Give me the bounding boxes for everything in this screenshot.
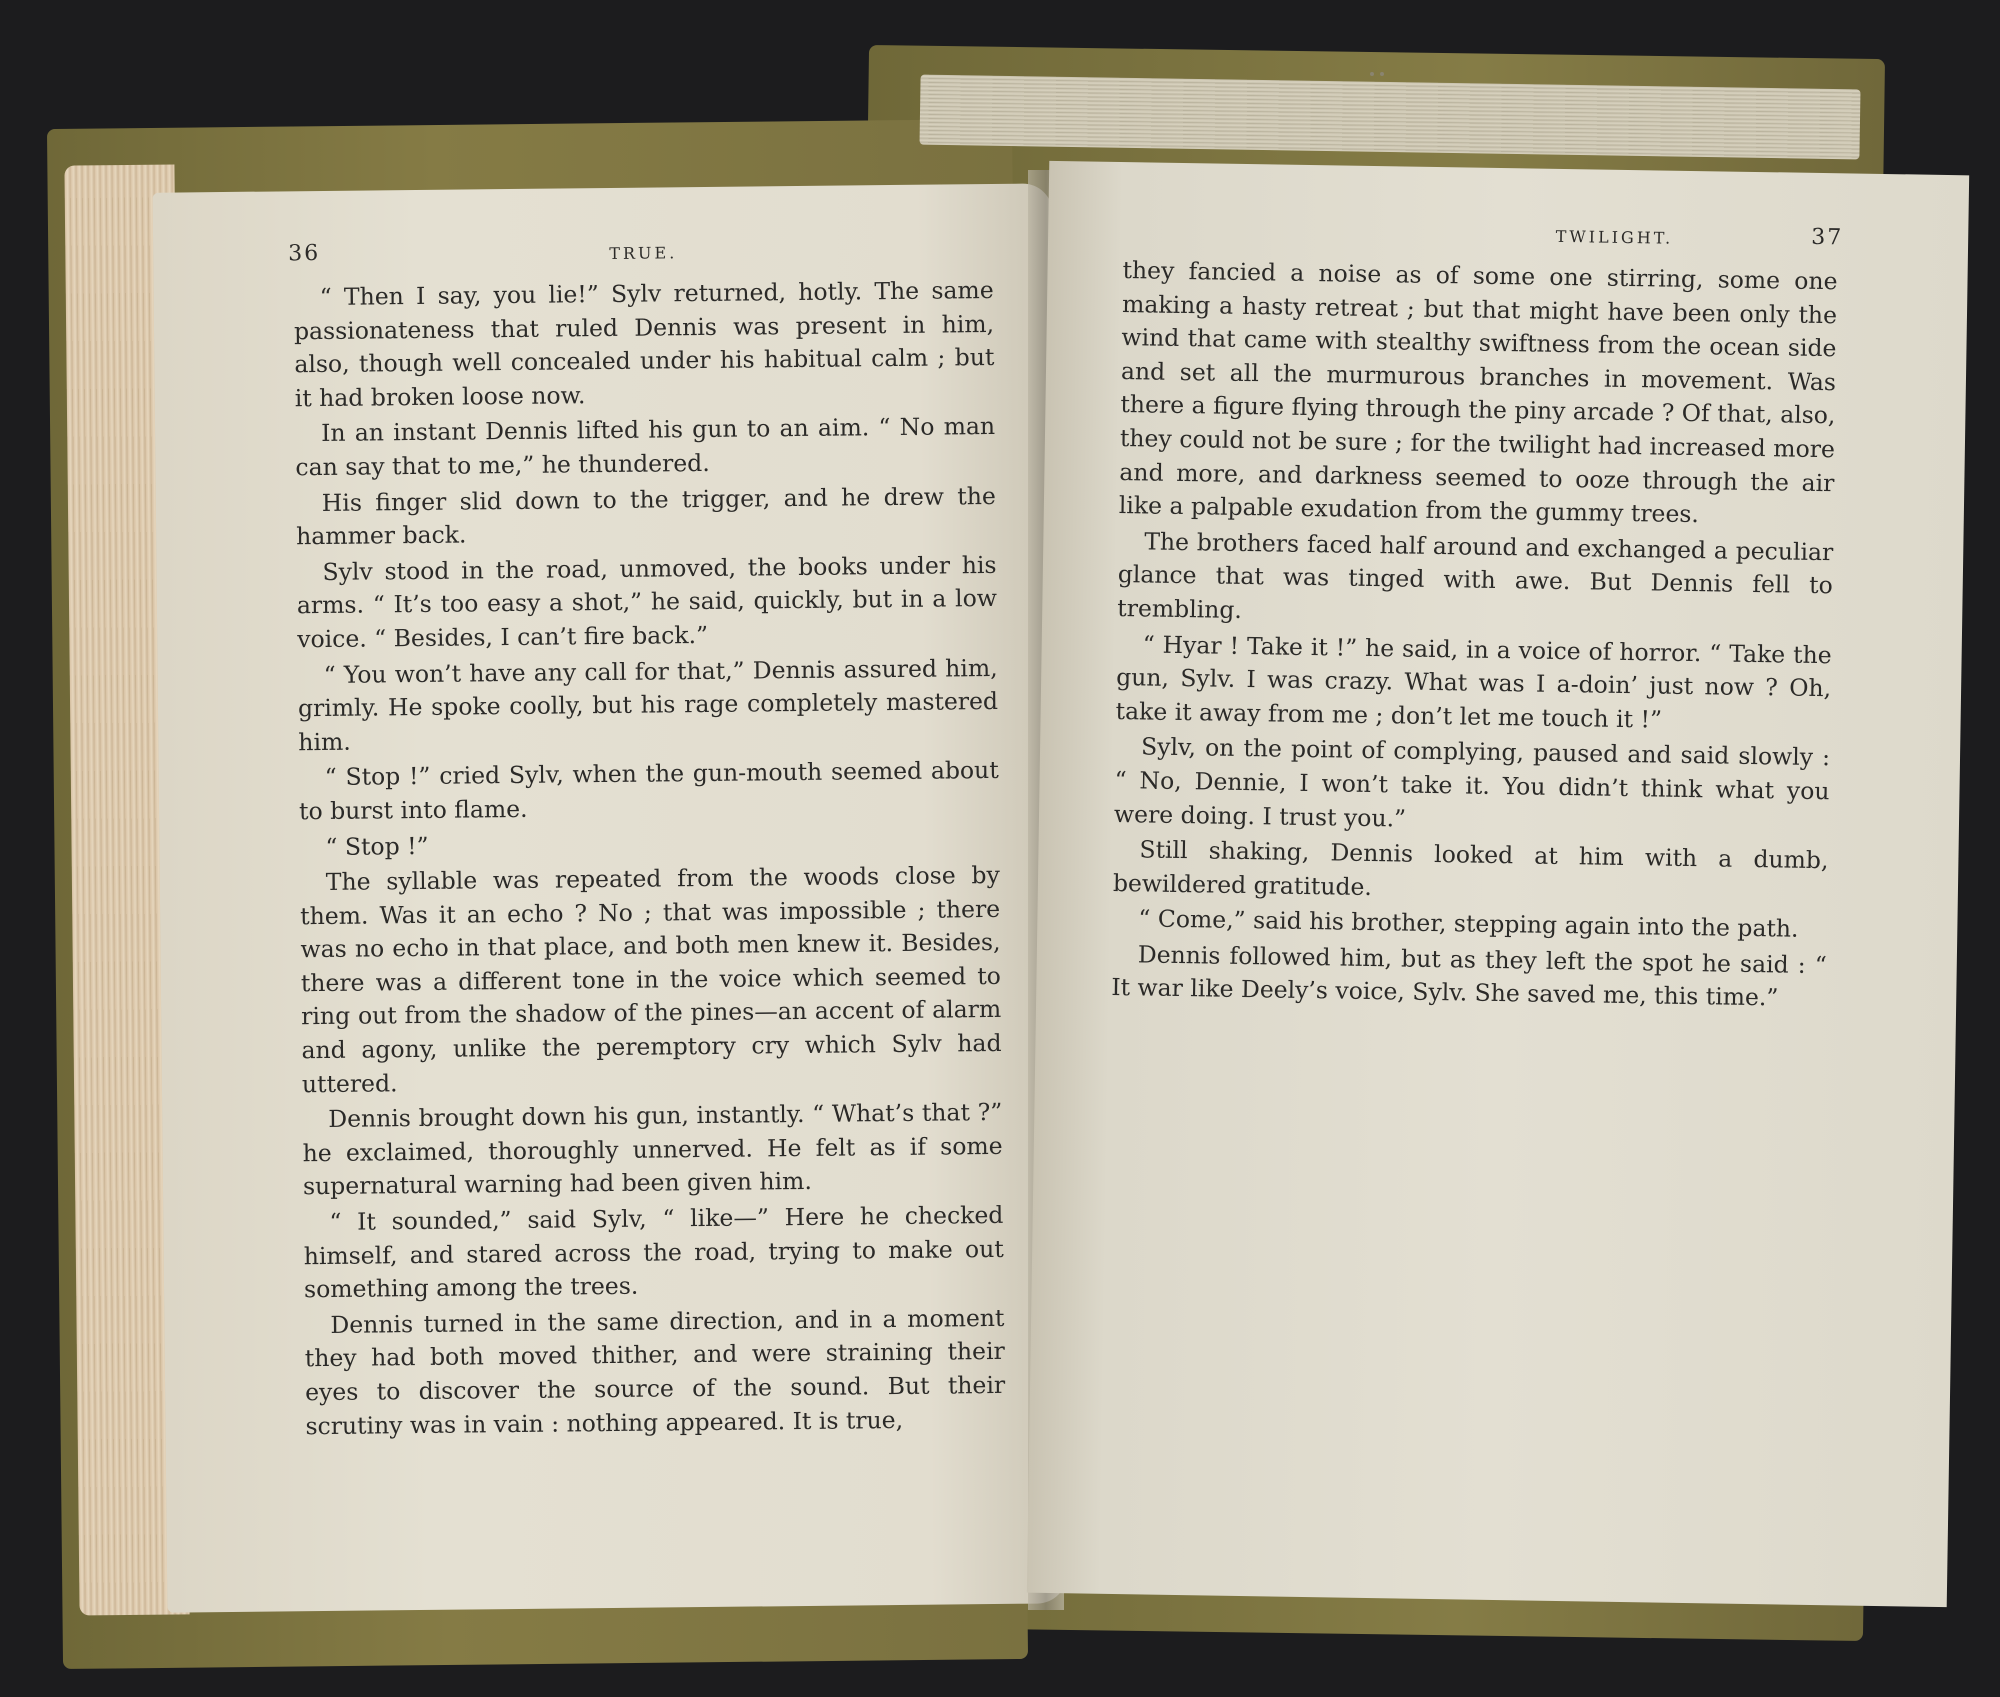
left-running-title: TRUE. [609, 243, 678, 263]
paragraph: The syllable was repeated from the woods close by them. Was it an echo ? No ; that was impossible ; there was no echo in that place, and both men knew it. Besides, there was a different tone in the voice which seemed to ring out from the shadow of the pines—an accent of alarm and agony, unlike the peremptory cry which Sylv had uttered. [300, 861, 1002, 1098]
paragraph: “ Stop !” [325, 831, 429, 861]
paragraph: Dennis brought down his gun, instantly. “ What’s that ?” he exclaimed, thoroughly unnerved. He felt as if some supernatural warning had been given him. [302, 1098, 1003, 1201]
paragraph: they fancied a noise as of some one stirring, some one making a hasty retreat ; but that might have been only the wind that came with stealthy swiftness from the ocean side and set all the murmurous branches in movement. Was there a figure flying through the piny arcade ? Of that, also, they could not be sure ; for the twilight had increased more and more, and darkness seemed to ooze through the air like a palpable exudation from the gummy trees. [1118, 256, 1838, 529]
page-edges-top [920, 75, 1861, 160]
paragraph: Sylv stood in the road, unmoved, the books under his arms. “ It’s too easy a shot,” he said, quickly, but in a low voice. “ Besides, I can’t fire back.” [296, 550, 998, 654]
left-page-number: 36 [288, 240, 321, 267]
paragraph: “ Hyar ! Take it !” he said, in a voice of horror. “ Take the gun, Sylv. I was crazy. What was I a-doin’ just now ? Oh, take it away from me ; don’t let me touch it !” [1115, 629, 1832, 734]
paragraph: “ Then I say, you lie!” Sylv returned, hotly. The same passionateness that ruled Dennis was present in him, also, though well concealed under his habitual calm ; but it had broken loose now. [293, 275, 995, 413]
page-mark [1380, 72, 1384, 76]
paragraph: His finger slid down to the trigger, and he drew the hammer back. [296, 481, 996, 551]
right-page-content [1111, 214, 1844, 1018]
page-mark [1370, 72, 1374, 76]
paragraph: “ It sounded,” said Sylv, “ like—” Here he checked himself, and stared across the road, trying to make out something among the trees. [303, 1200, 1004, 1304]
left-body-text [294, 274, 1006, 1443]
paragraph: Still shaking, Dennis looked at him with a dumb, bewildered gratitude. [1112, 835, 1829, 901]
left-running-head [288, 234, 993, 281]
left-page [153, 183, 1068, 1612]
paragraph: In an instant Dennis lifted his gun to an aim. “ No man can say that to me,” he thundered. [295, 412, 996, 482]
right-body-text [1111, 254, 1838, 1016]
right-page [1027, 161, 1969, 1607]
paragraph: Dennis followed him, but as they left the spot he said : “ It war like Deely’s voice, Sylv. She saved me, this time.” [1111, 940, 1827, 1012]
paragraph: Sylv, on the point of complying, paused and said slowly : “ No, Dennie, I won’t take it. You didn’t think what you were doing. I trust you.” [1113, 732, 1831, 833]
paragraph: The brothers faced half around and exchanged a peculiar glance that was tinged with awe. But Dennis fell to trembling. [1117, 527, 1834, 624]
paragraph: “ Stop !” cried Sylv, when the gun-mouth seemed about to burst into flame. [298, 756, 999, 826]
left-page-content [288, 234, 1006, 1445]
right-running-title: TWILIGHT. [1555, 226, 1674, 248]
right-page-number: 37 [1810, 224, 1844, 251]
paragraph: “ You won’t have any call for that,” Dennis assured him, grimly. He spoke coolly, but his rage completely mastered him. [297, 653, 999, 756]
paragraph: “ Come,” said his brother, stepping again into the path. [1138, 904, 1799, 944]
paragraph: Dennis turned in the same direction, and in a moment they had both moved thither, and were straining their eyes to discover the source of the sound. But their scrutiny was in vain : nothing appeared. It is true, [304, 1303, 1006, 1440]
